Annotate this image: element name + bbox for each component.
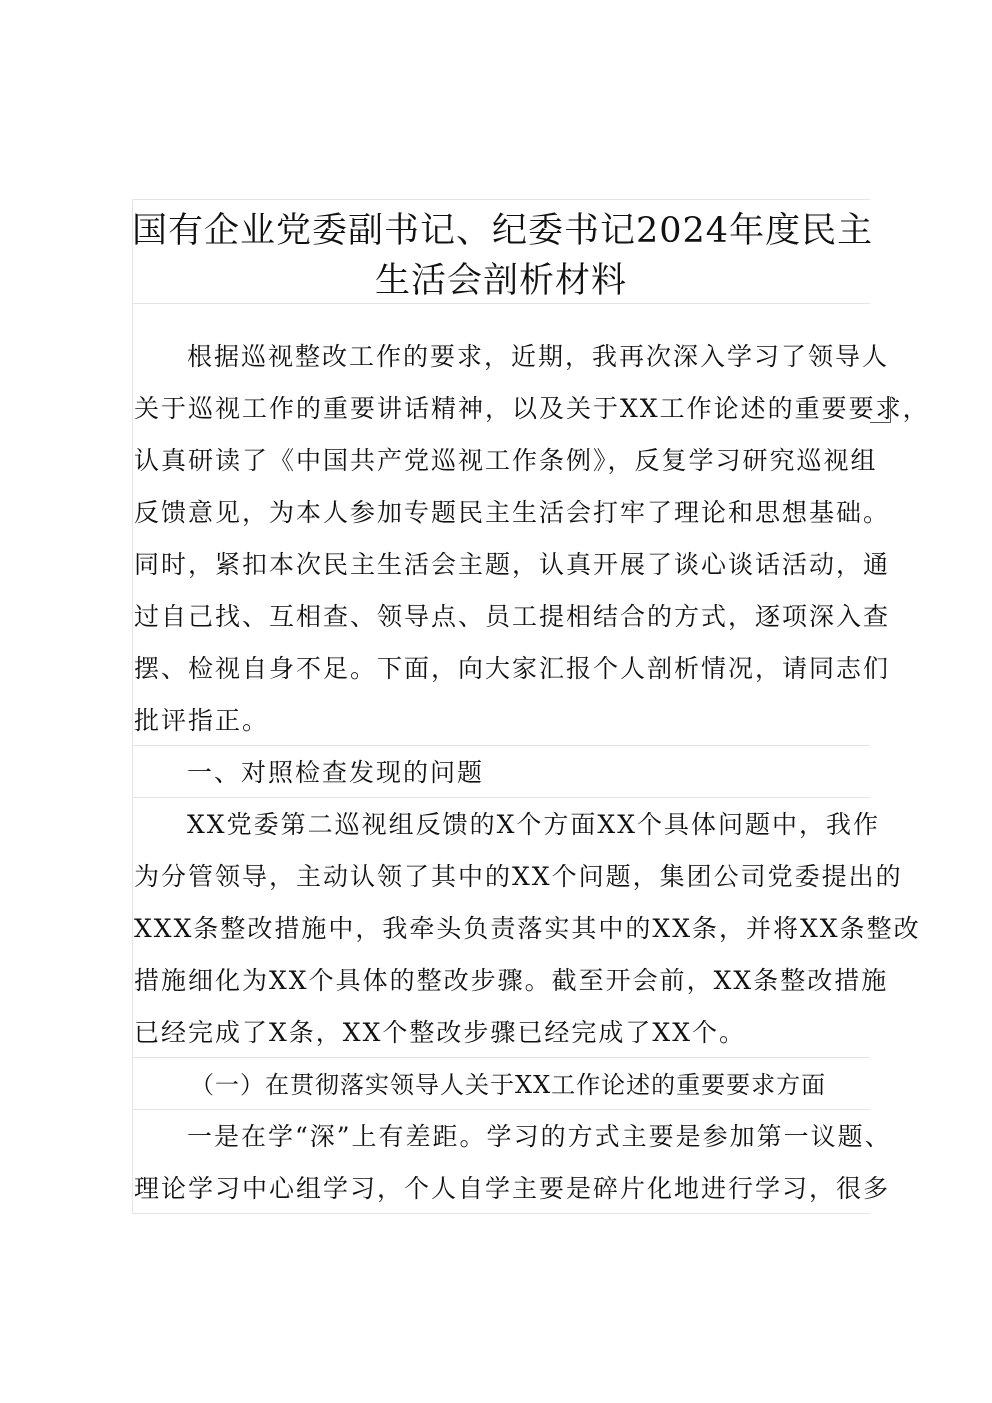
paragraph-line: 批评指正。 xyxy=(134,706,270,735)
paragraph-line: 认真研读了《中国共产党巡视工作条例》，反复学习研究巡视组 xyxy=(134,446,878,475)
section-heading: 一、对照检查发现的问题 xyxy=(187,758,485,787)
divider xyxy=(132,1109,870,1110)
document-title-line-2: 生活会剖析材料 xyxy=(374,261,627,301)
divider xyxy=(132,1213,870,1214)
paragraph-line: 关于巡视工作的重要讲话精神，以及关于XX工作论述的重要要求， xyxy=(134,394,930,423)
paragraph-line: 措施细化为XX个具体的整改步骤。截至开会前，XX条整改措施 xyxy=(134,966,889,995)
paragraph-line: 已经完成了X条，XX个整改步骤已经完成了XX个。 xyxy=(134,1018,746,1047)
paragraph-line: XXX条整改措施中，我牵头负责落实其中的XX条，并将XX条整改 xyxy=(134,914,921,943)
divider xyxy=(132,797,870,798)
divider xyxy=(132,303,870,304)
divider xyxy=(132,199,870,200)
paragraph-line: 理论学习中心组学习，个人自学主要是碎片化地进行学习，很多 xyxy=(134,1174,891,1203)
paragraph-line: 反馈意见，为本人参加专题民主生活会打牢了理论和思想基础。 xyxy=(134,498,891,527)
edit-mark-icon xyxy=(870,397,891,423)
paragraph-line: 为分管领导，主动认领了其中的XX个问题，集团公司党委提出的 xyxy=(134,862,903,891)
subsection-heading: （一）在贯彻落实领导人关于XX工作论述的重要要求方面 xyxy=(190,1071,827,1099)
paragraph-line: 过自己找、互相查、领导点、员工提相结合的方式，逐项深入查 xyxy=(134,602,891,631)
document-title-line-1: 国有企业党委副书记、纪委书记2024年度民主 xyxy=(132,211,874,251)
divider xyxy=(132,1057,870,1058)
divider xyxy=(132,745,870,746)
paragraph-line: 一是在学“深”上有差距。学习的方式主要是参加第一议题、 xyxy=(187,1122,892,1151)
paragraph-line: 根据巡视整改工作的要求，近期，我再次深入学习了领导人 xyxy=(187,342,890,371)
paragraph-line: 同时，紧扣本次民主生活会主题，认真开展了谈心谈话活动，通 xyxy=(134,550,891,579)
paragraph-line: XX党委第二巡视组反馈的X个方面XX个具体问题中，我作 xyxy=(187,810,880,839)
page-margin-line xyxy=(132,199,133,1214)
paragraph-line: 摆、检视自身不足。下面，向大家汇报个人剖析情况，请同志们 xyxy=(134,654,891,683)
